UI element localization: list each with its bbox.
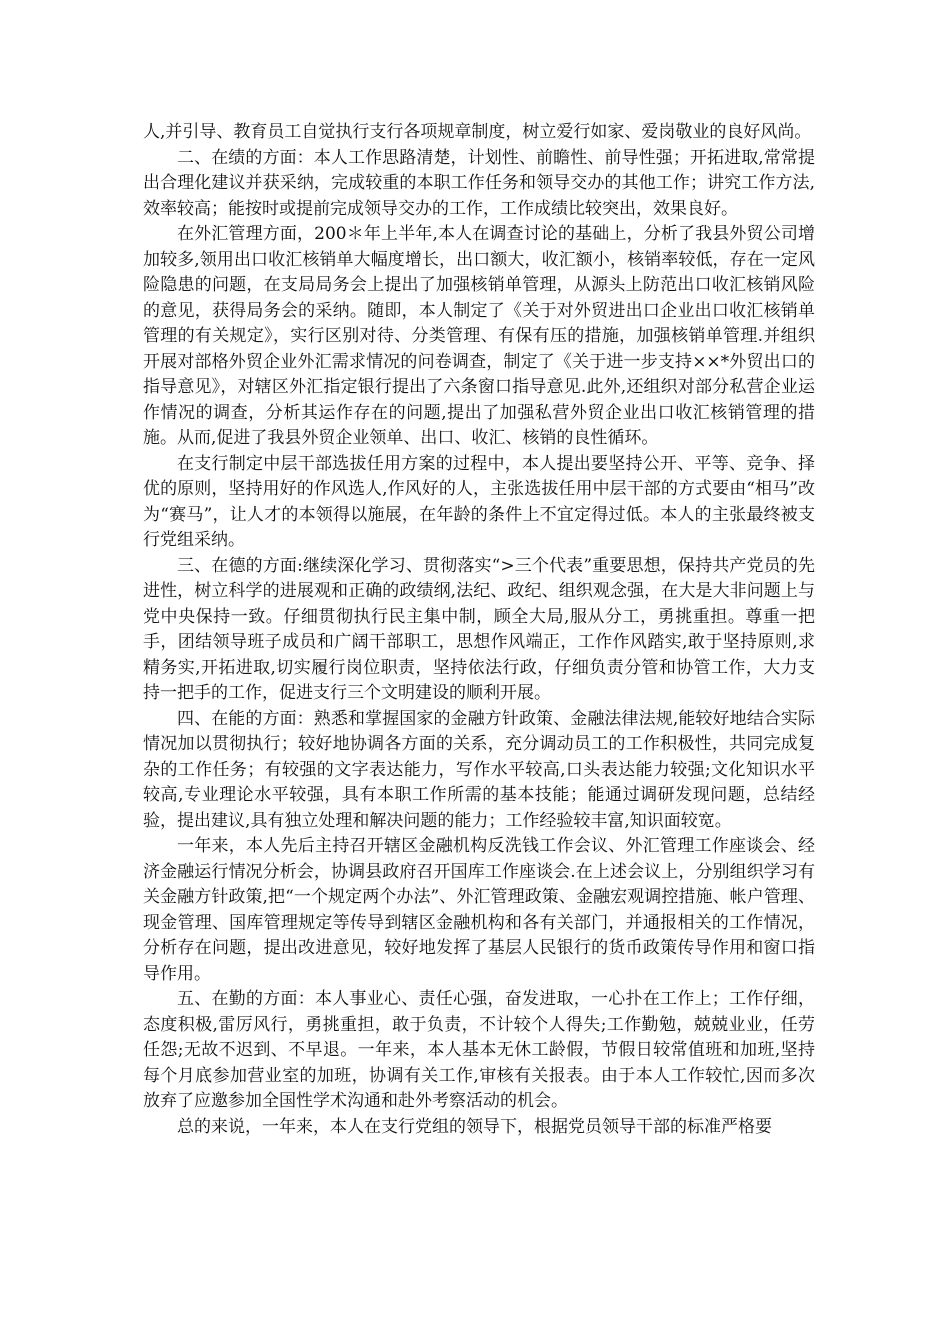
paragraph-9: 总的来说，一年来，本人在支行党组的领导下，根据党员领导干部的标准严格要 — [177, 1116, 772, 1137]
paragraph-1: 人,并引导、教育员工自觉执行支行各项规章制度，树立爱行如家、爱岗敬业的良好风尚。 — [143, 122, 812, 142]
paragraph-6: 四、在能的方面：熟悉和掌握国家的金融方针政策、金融法律法规,能较好地结合实际情况加以贯彻执行；较好地协调各方面的关系，充分调动员工的工作积极性，共同完成复杂的工作任务；有较强的文字表达能力，写作水平较高,口头表达能力较强;文化知识水平较高,专业理论水平较强，具有本职工作所需的基本技能；能通过调研发现问题，总结经验，提出建议,具有独立处理和解决问题的能力；工作经验较丰富,知识面较宽。 — [143, 708, 815, 831]
paragraph-3: 在外汇管理方面，200＊年上半年,本人在调查讨论的基础上，分析了我县外贸公司增加较多,领用出口收汇核销单大幅度增长，出口额大，收汇额小，核销率较低，存在一定风险隐患的问题，在支局局务会上提出了加强核销单管理，从源头上防范出口收汇核销风险的意见，获得局务会的采纳。随即，本人制定了《关于对外贸进出口企业出口收汇核销单管理的有关规定》，实行区别对待、分类管理、有保有压的措施，加强核销单管理.并组织开展对部格外贸企业外汇需求情况的问卷调查，制定了《关于进一步支持××*外贸出口的指导意见》，对辖区外汇指定银行提出了六条窗口指导意见.此外,还组织对部分私营企业运作情况的调查，分析其运作存在的问题,提出了加强私营外贸企业出口收汇核销管理的措施。从而,促进了我县外贸企业领单、出口、收汇、核销的良性循环。 — [143, 224, 815, 448]
paragraph-7: 一年来，本人先后主持召开辖区金融机构反洗钱工作会议、外汇管理工作座谈会、经济金融运行情况分析会，协调县政府召开国库工作座谈会.在上述会议上，分别组织学习有关金融方针政策,把“一个规定两个办法”、外汇管理政策、金融宏观调控措施、帐户管理、现金管理、国库管理规定等传导到辖区金融机构和各有关部门，并通报相关的工作情况，分析存在问题，提出改进意见，较好地发挥了基层人民银行的货币政策传导作用和窗口指导作用。 — [143, 836, 815, 984]
paragraph-5: 三、在德的方面:继续深化学习、贯彻落实“>三个代表”重要思想，保持共产党员的先进性，树立科学的进展观和正确的政绩纲,法纪、政纪、组织观念强，在大是大非问题上与党中央保持一致。仔细贯彻执行民主集中制，顾全大局,服从分工，勇挑重担。尊重一把手，团结领导班子成员和广阔干部职工，思想作风端正，工作作风踏实,敢于坚持原则,求精务实,开拓进取,切实履行岗位职责，坚持依法行政，仔细负责分管和协管工作，大力支持一把手的工作，促进支行三个文明建设的顺利开展。 — [143, 555, 815, 703]
document-body — [143, 120, 815, 1140]
paragraph-4: 在支行制定中层干部选拔任用方案的过程中，本人提出要坚持公开、平等、竞争、择优的原则，坚持用好的作风选人,作风好的人，主张选拔任用中层干部的方式要由“相马”改为“赛马”，让人才的本领得以施展，在年龄的条件上不宜定得过低。本人的主张最终被支行党组采纳。 — [143, 453, 815, 550]
paragraph-8: 五、在勤的方面：本人事业心、责任心强，奋发进取，一心扑在工作上；工作仔细，态度积极,雷厉风行，勇挑重担，敢于负责，不计较个人得失;工作勤勉，兢兢业业，任劳任怨;无故不迟到、不早退。一年来，本人基本无休工龄假，节假日较常值班和加班,坚持每个月底参加营业室的加班，协调有关工作,审核有关报表。由于本人工作较忙,因而多次放弃了应邀参加全国性学术沟通和赴外考察活动的机会。 — [143, 989, 815, 1111]
paragraph-2: 二、在绩的方面：本人工作思路清楚，计划性、前瞻性、前导性强；开拓进取,常常提出合理化建议并获采纳，完成较重的本职工作任务和领导交办的其他工作；讲究工作方法,效率较高；能按时或提前完成领导交办的工作，工作成绩比较突出，效果良好。 — [143, 147, 815, 219]
